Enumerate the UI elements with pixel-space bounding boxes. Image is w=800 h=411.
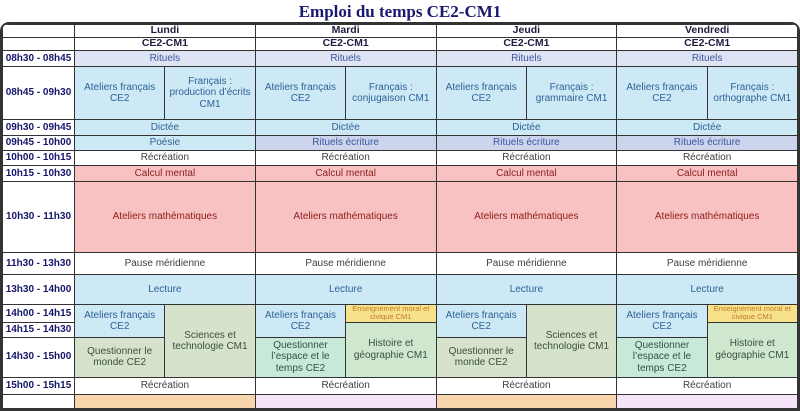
group-header-row (3, 38, 798, 51)
activity-cell-lundi-rituels: Rituels (75, 51, 256, 67)
activity-cell-jeudi-dictee: Dictée (436, 120, 617, 136)
row-ateliers-mathematiques (3, 182, 798, 253)
row-dictee (3, 120, 798, 136)
activity-cell-jeudi-ateliers-math: Ateliers mathématiques (436, 182, 617, 253)
day-header-jeudi: Jeudi (436, 25, 617, 38)
activity-cell-mardi-emc: Enseignement moral et civique CM1 (346, 305, 436, 323)
activity-cell-mardi-dictee: Dictée (255, 120, 436, 136)
group-header-jeudi: CE2-CM1 (436, 38, 617, 51)
group-header-lundi: CE2-CM1 (75, 38, 256, 51)
time-slot-cell: 08h45 - 09h30 (3, 67, 75, 120)
activity-cell-jeudi-sciences: Sciences et technologie CM1 (526, 305, 616, 378)
row-francais (3, 67, 798, 120)
day-header-vendredi: Vendredi (617, 25, 798, 38)
timetable-container (0, 22, 800, 411)
activity-cell-mardi-lecture: Lecture (255, 275, 436, 305)
row-recreation-apres-midi (3, 377, 798, 394)
corner-cell (3, 25, 75, 38)
activity-cell-lundi-pause: Pause méridienne (75, 253, 256, 275)
activity-cell-jeudi-recreation: Récréation (436, 151, 617, 166)
activity-cell-lundi-questionner-monde: Questionner le monde CE2 (75, 337, 165, 377)
activity-cell-mardi-histoire-geo: Histoire et géographie CM1 (346, 322, 436, 377)
day-header-mardi: Mardi (255, 25, 436, 38)
activity-cell-jeudi-partial (436, 394, 617, 408)
time-slot-cell: 09h45 - 10h00 (3, 136, 75, 151)
activity-cell-mardi-rituels-ecriture: Rituels écriture (255, 136, 436, 151)
timetable (2, 24, 798, 409)
activity-cell-vendredi-rituels-ecriture: Rituels écriture (617, 136, 798, 151)
activity-cell-lundi-ateliers-francais-pm: Ateliers français CE2 (75, 305, 165, 338)
row-14h00 (3, 305, 798, 323)
time-slot-cell (3, 394, 75, 408)
activity-cell-jeudi-ateliers-francais-pm: Ateliers français CE2 (436, 305, 526, 338)
row-poesie-rituels-ecriture (3, 136, 798, 151)
activity-cell-lundi-calcul-mental: Calcul mental (75, 166, 256, 182)
page-title: Emploi du temps CE2-CM1 (298, 2, 502, 21)
activity-cell-vendredi-lecture: Lecture (617, 275, 798, 305)
group-header-vendredi: CE2-CM1 (617, 38, 798, 51)
activity-cell-mardi-ateliers-math: Ateliers mathématiques (255, 182, 436, 253)
activity-cell-vendredi-histoire-geo: Histoire et géographie CM1 (707, 322, 797, 377)
activity-cell-vendredi-ateliers-math: Ateliers mathématiques (617, 182, 798, 253)
time-slot-cell: 15h00 - 15h15 (3, 377, 75, 394)
activity-cell-lundi-partial (75, 394, 256, 408)
activity-cell-mardi-pause: Pause méridienne (255, 253, 436, 275)
time-slot-cell: 11h30 - 13h30 (3, 253, 75, 275)
time-slot-cell: 13h30 - 14h00 (3, 275, 75, 305)
activity-cell-jeudi-rituels: Rituels (436, 51, 617, 67)
time-slot-cell: 14h15 - 14h30 (3, 322, 75, 337)
time-slot-cell: 10h15 - 10h30 (3, 166, 75, 182)
row-recreation-matin (3, 151, 798, 166)
time-slot-cell: 14h30 - 15h00 (3, 337, 75, 377)
row-lecture (3, 275, 798, 305)
activity-cell-mardi-conjugaison: Français : conjugaison CM1 (346, 67, 436, 120)
time-slot-cell: 10h30 - 11h30 (3, 182, 75, 253)
activity-cell-vendredi-pause: Pause méridienne (617, 253, 798, 275)
activity-cell-mardi-recreation-pm: Récréation (255, 377, 436, 394)
activity-cell-jeudi-calcul-mental: Calcul mental (436, 166, 617, 182)
activity-cell-jeudi-recreation-pm: Récréation (436, 377, 617, 394)
corner-cell (3, 38, 75, 51)
activity-cell-lundi-dictee: Dictée (75, 120, 256, 136)
row-calcul-mental (3, 166, 798, 182)
activity-cell-jeudi-questionner-monde: Questionner le monde CE2 (436, 337, 526, 377)
activity-cell-lundi-poesie: Poésie (75, 136, 256, 151)
activity-cell-vendredi-questionner-espace: Questionner l’espace et le temps CE2 (617, 337, 707, 377)
activity-cell-vendredi-dictee: Dictée (617, 120, 798, 136)
activity-cell-jeudi-grammaire: Français : grammaire CM1 (526, 67, 616, 120)
activity-cell-vendredi-emc: Enseignement moral et civique CM1 (707, 305, 797, 323)
time-slot-cell: 10h00 - 10h15 (3, 151, 75, 166)
activity-cell-vendredi-calcul-mental: Calcul mental (617, 166, 798, 182)
activity-cell-mardi-partial (255, 394, 436, 408)
activity-cell-lundi-ateliers-math: Ateliers mathématiques (75, 182, 256, 253)
activity-cell-lundi-ateliers-francais: Ateliers français CE2 (75, 67, 165, 120)
activity-cell-jeudi-lecture: Lecture (436, 275, 617, 305)
activity-cell-mardi-calcul-mental: Calcul mental (255, 166, 436, 182)
activity-cell-lundi-sciences: Sciences et technologie CM1 (165, 305, 255, 378)
activity-cell-mardi-rituels: Rituels (255, 51, 436, 67)
activity-cell-mardi-ateliers-francais-pm: Ateliers français CE2 (255, 305, 345, 338)
activity-cell-lundi-production-ecrits: Français : production d’écrits CM1 (165, 67, 255, 120)
activity-cell-lundi-recreation: Récréation (75, 151, 256, 166)
day-header-row (3, 25, 798, 38)
activity-cell-jeudi-rituels-ecriture: Rituels écriture (436, 136, 617, 151)
group-header-mardi: CE2-CM1 (255, 38, 436, 51)
activity-cell-vendredi-recreation: Récréation (617, 151, 798, 166)
activity-cell-lundi-recreation-pm: Récréation (75, 377, 256, 394)
time-slot-cell: 08h30 - 08h45 (3, 51, 75, 67)
activity-cell-mardi-ateliers-francais: Ateliers français CE2 (255, 67, 345, 120)
activity-cell-vendredi-orthographe: Français : orthographe CM1 (707, 67, 797, 120)
activity-cell-mardi-recreation: Récréation (255, 151, 436, 166)
activity-cell-lundi-lecture: Lecture (75, 275, 256, 305)
activity-cell-vendredi-recreation-pm: Récréation (617, 377, 798, 394)
row-pause-meridienne (3, 253, 798, 275)
day-header-lundi: Lundi (75, 25, 256, 38)
activity-cell-vendredi-partial (617, 394, 798, 408)
row-partial-bottom (3, 394, 798, 408)
activity-cell-jeudi-pause: Pause méridienne (436, 253, 617, 275)
activity-cell-vendredi-ateliers-francais-pm: Ateliers français CE2 (617, 305, 707, 338)
activity-cell-vendredi-ateliers-francais: Ateliers français CE2 (617, 67, 707, 120)
time-slot-cell: 09h30 - 09h45 (3, 120, 75, 136)
activity-cell-jeudi-ateliers-francais: Ateliers français CE2 (436, 67, 526, 120)
activity-cell-mardi-questionner-espace: Questionner l’espace et le temps CE2 (255, 337, 345, 377)
row-rituels (3, 51, 798, 67)
activity-cell-vendredi-rituels: Rituels (617, 51, 798, 67)
time-slot-cell: 14h00 - 14h15 (3, 305, 75, 323)
